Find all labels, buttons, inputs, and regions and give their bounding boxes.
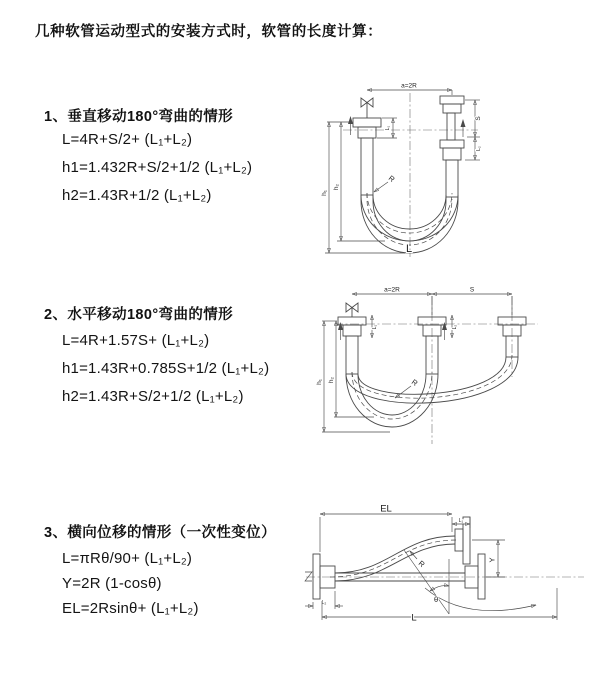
dim-y <box>472 540 505 577</box>
diagram-vertical-180-bend <box>315 75 585 260</box>
radius-leader <box>395 377 420 398</box>
dim-label-l2: L₂ <box>476 146 482 151</box>
section-3 <box>44 521 324 621</box>
dim-s <box>432 287 512 295</box>
dim-label-l2: L₂ <box>321 600 327 606</box>
formula-3-3: EL=2Rsinθ+ (L₁+L₂) <box>62 600 199 617</box>
dim-label-h2: h₂ <box>328 376 335 384</box>
valve-icon <box>361 98 373 118</box>
dim-label-a2r: a=2R <box>384 286 400 294</box>
dim-label-l: L <box>411 612 417 624</box>
dim-label-r: R <box>409 377 420 388</box>
diagram-lateral-displacement <box>300 502 592 652</box>
dim-label-l2: L₂ <box>452 324 458 330</box>
dim-a2r <box>367 83 452 96</box>
dim-l1 <box>377 118 397 138</box>
dim-label-a2r: a=2R <box>401 82 417 90</box>
dim-label-el: EL <box>380 503 392 515</box>
dim-a2r <box>352 287 512 316</box>
formula-2-3: h2=1.43R+S/2+1/2 (L₁+L₂) <box>62 388 244 405</box>
formula-3-1: L=πRθ/90+ (L₁+L₂) <box>62 550 193 567</box>
right-pipe-assembly <box>440 96 464 197</box>
dim-l <box>322 588 557 624</box>
dim-label-s: S <box>475 116 482 121</box>
hose-s-curve <box>330 536 457 581</box>
formula-1-3: h2=1.43R+1/2 (L₁+L₂) <box>62 187 212 204</box>
radius-leader <box>374 173 397 192</box>
dim-label-r: R <box>386 173 397 184</box>
dim-h2 <box>333 122 385 241</box>
centerlines <box>334 296 538 444</box>
dim-label-l1: L₁ <box>372 324 378 330</box>
section-1-heading: 1、垂直移动180°弯曲的情形 <box>44 109 234 125</box>
dim-l1 <box>452 517 470 528</box>
movement-arrow-icons <box>348 116 466 137</box>
dim-label-l1: L₁ <box>458 518 464 524</box>
centerline-break-icon <box>305 572 312 581</box>
valve-icon <box>346 303 358 317</box>
dim-label-l: L <box>405 243 413 255</box>
section-3-heading: 3、横向位移的情形（一次性变位） <box>44 525 276 541</box>
left-pipe-assembly <box>338 317 366 374</box>
dim-s <box>465 100 482 137</box>
dim-label-theta: θ <box>434 595 439 604</box>
lower-right-flange-assembly <box>465 554 485 599</box>
formula-3-2: Y=2R (1-cosθ) <box>62 575 162 592</box>
dim-label-r: R <box>416 558 427 570</box>
page-title: 几种软管运动型式的安装方式时，软管的长度计算： <box>35 24 383 40</box>
formula-2-1: L=4R+1.57S+ (L₁+L₂) <box>62 332 210 349</box>
dim-label-s: S <box>469 286 475 294</box>
dim-label-y: Y <box>487 557 497 563</box>
section-1 <box>44 105 324 205</box>
radius-leader <box>410 551 427 569</box>
dim-label-h2: h₂ <box>333 183 340 191</box>
formula-1-2: h1=1.432R+S/2+1/2 (L₁+L₂) <box>62 159 253 176</box>
dim-label-h1: h₁ <box>321 190 328 196</box>
section-2-heading: 2、水平移动180°弯曲的情形 <box>44 307 234 323</box>
left-pipe-assembly <box>353 118 381 195</box>
dim-label-h1: h₁ <box>316 379 323 385</box>
dim-label-l1: L₁ <box>385 125 391 131</box>
section-2 <box>44 303 324 403</box>
formula-2-2: h1=1.43R+0.785S+1/2 (L₁+L₂) <box>62 360 270 377</box>
dim-el <box>320 504 452 553</box>
left-flange-assembly <box>313 554 335 599</box>
formula-1-1: L=4R+S/2+ (L₁+L₂) <box>62 131 193 148</box>
dim-l1 <box>372 315 378 338</box>
dim-l2 <box>452 315 458 338</box>
diagram-horizontal-180-bend <box>312 282 592 450</box>
dim-l2 <box>305 591 343 609</box>
dim-l2 <box>465 137 482 160</box>
